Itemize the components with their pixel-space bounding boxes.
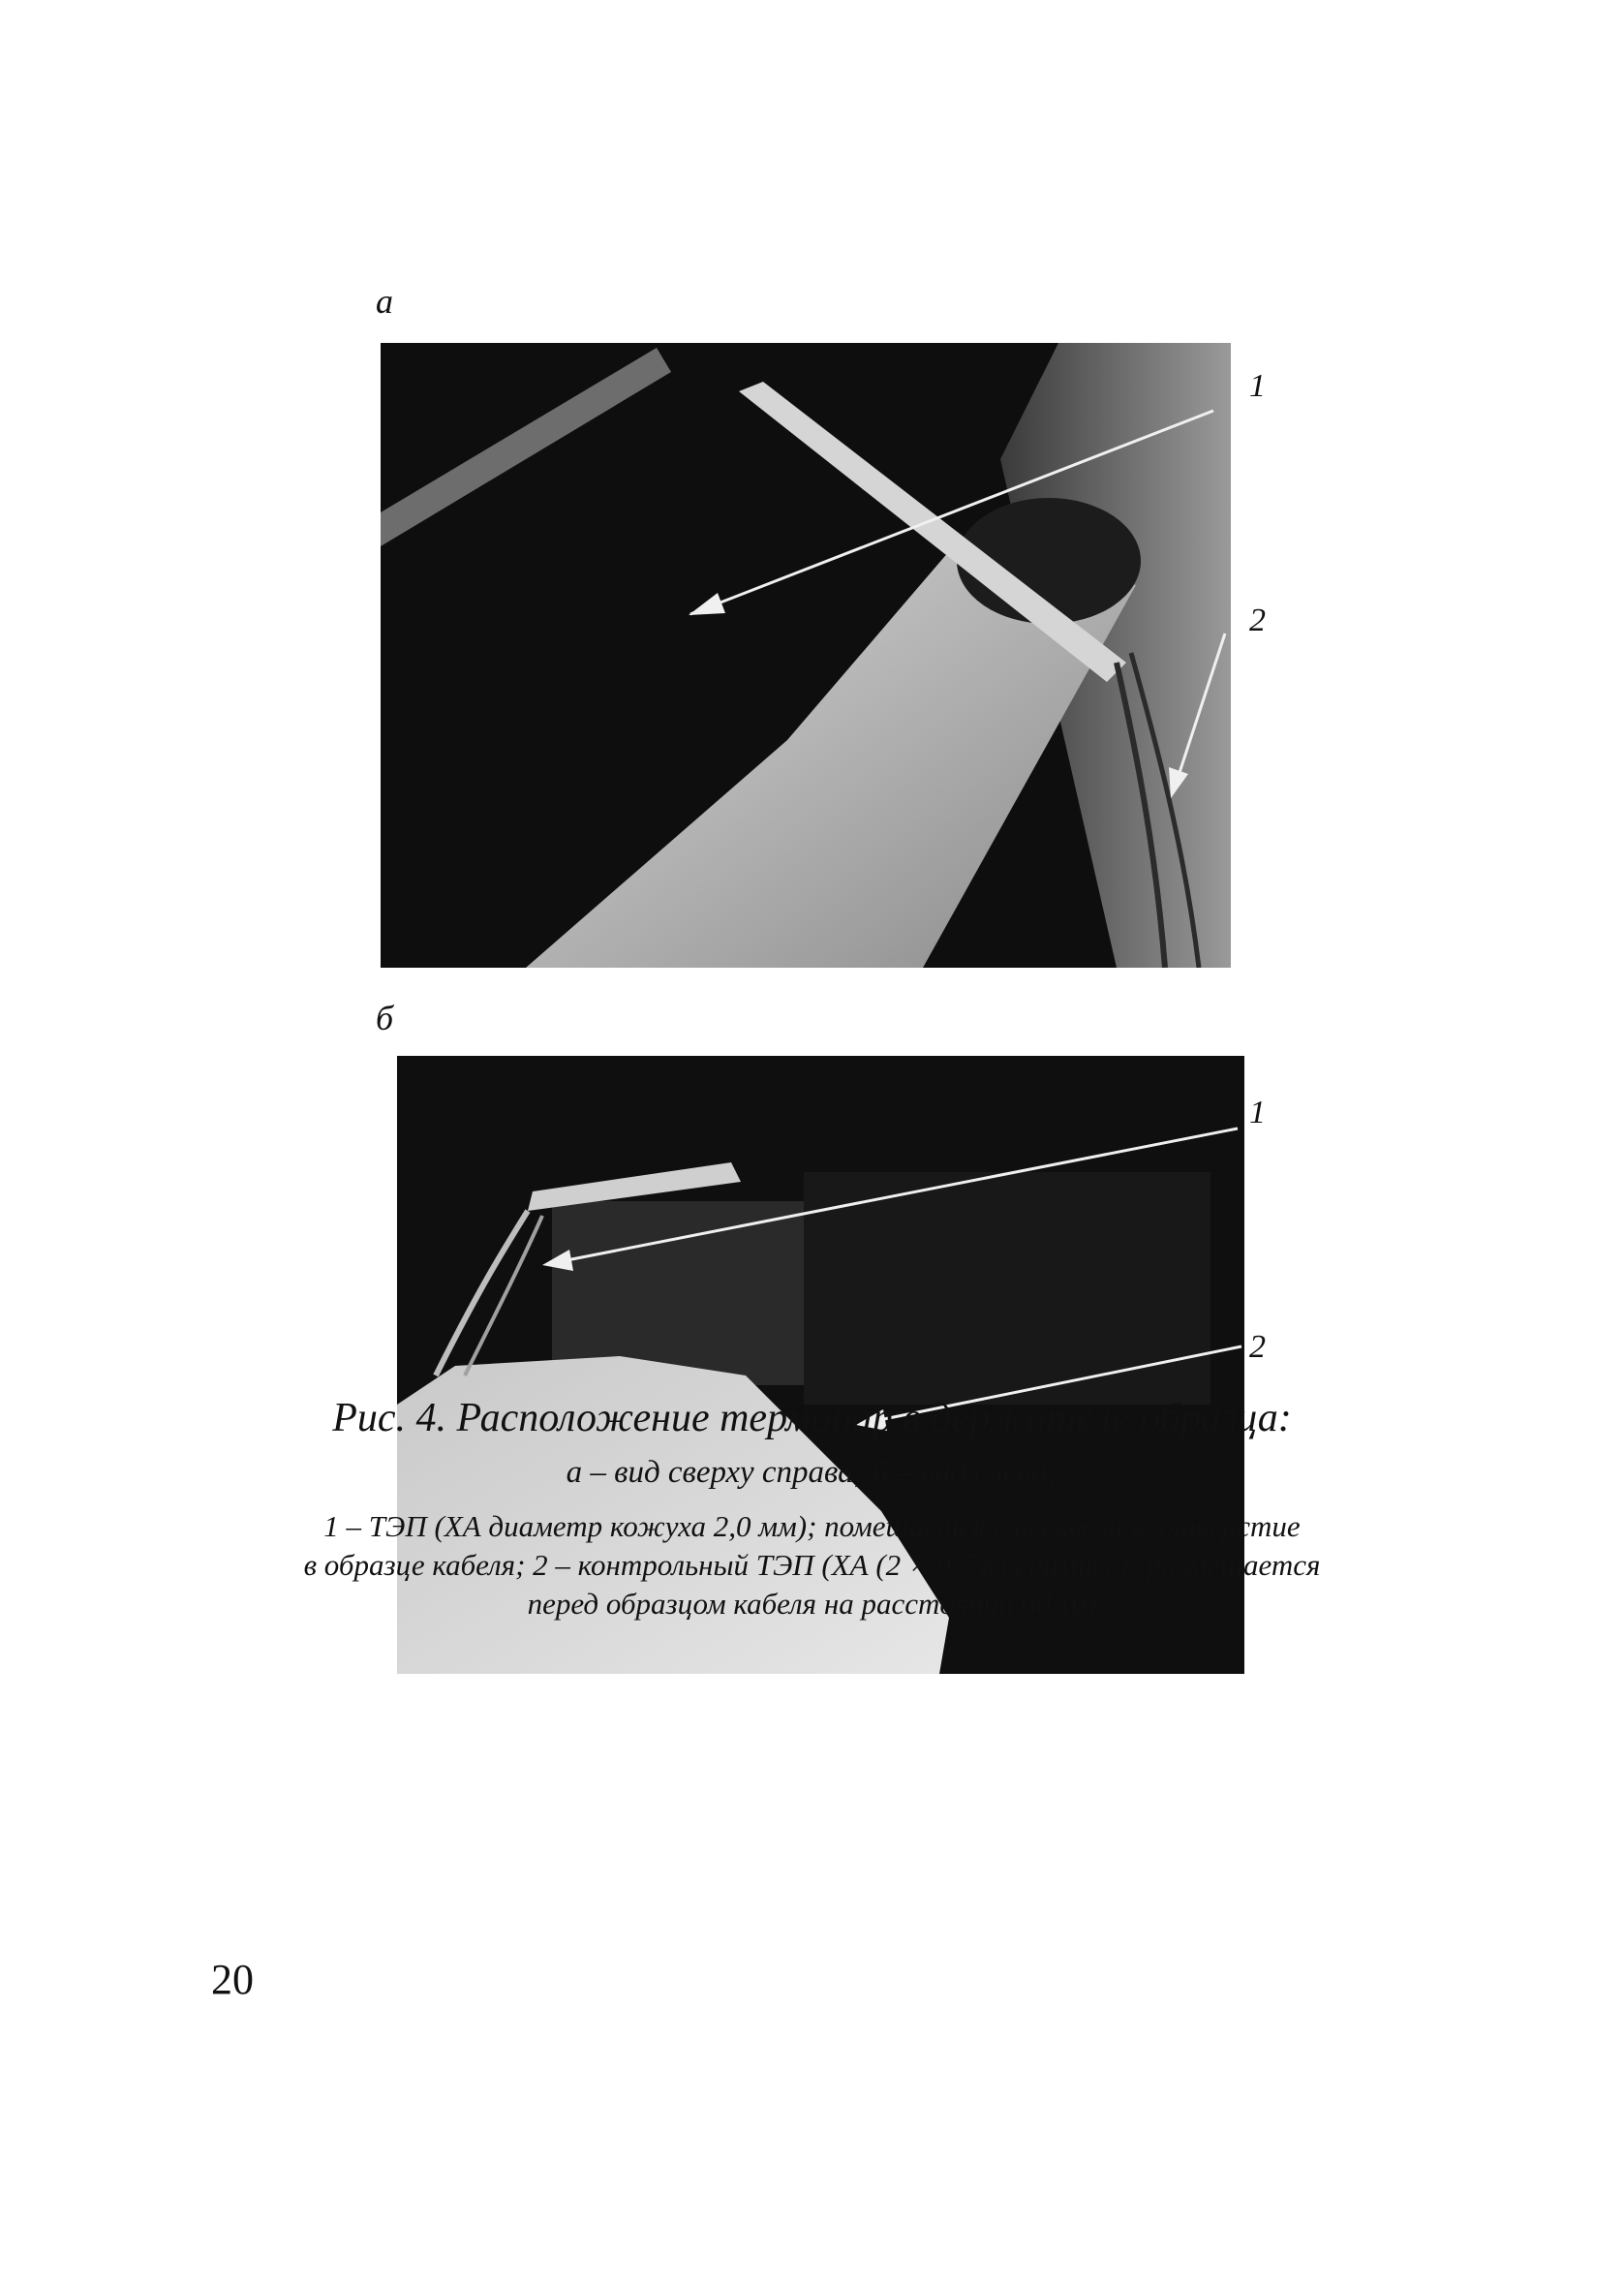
legend-line: в образце кабеля; 2 – контрольный ТЭП (ХА (2 × 0,7 в керамике); размещается [303,1548,1321,1582]
photo-panel-a [381,343,1231,968]
panel-a-callout-2: 2 [1249,603,1266,638]
panel-b-callout-2: 2 [1249,1329,1266,1365]
legend-line: перед образцом кабеля на расстоянии 60 мм [527,1587,1097,1621]
page-number: 20 [211,1956,254,2003]
panel-a-label: а [376,282,393,321]
legend-line: 1 – ТЭП (ХА диаметр кожуха 2,0 мм); помещается в несквозное отверстие [323,1509,1301,1543]
panel-a-callout-1: 1 [1249,368,1266,404]
panel-b-callout-1: 1 [1249,1095,1266,1130]
figure-caption-subtitle: а – вид сверху справа; б – вид слева; [566,1455,1058,1490]
figure-caption-legend [0,1507,1624,1623]
figure-caption-title: Рис. 4. Расположение термопар в держателе образца: [332,1396,1292,1440]
panel-b-label: б [376,999,394,1037]
photo-thermocouple-top-right-icon [381,343,1231,968]
